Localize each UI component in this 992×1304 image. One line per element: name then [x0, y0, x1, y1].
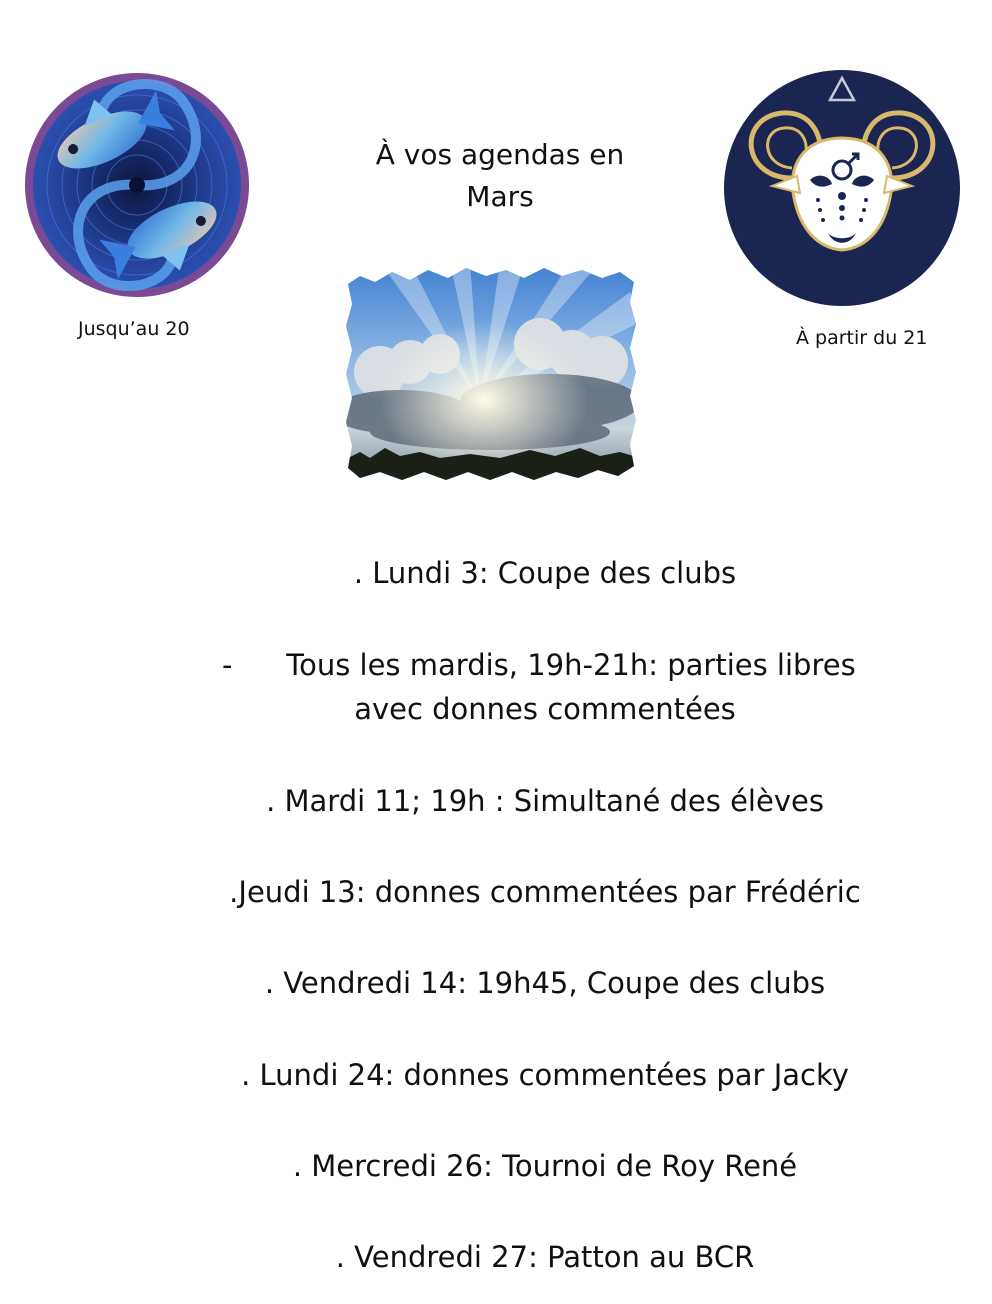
aries-caption: À partir du 21 — [796, 327, 928, 349]
sky-clouds-sunrays-image — [340, 262, 640, 484]
event-item: . Lundi 3: Coupe des clubs — [353, 556, 737, 590]
pisces-caption: Jusqu’au 20 — [78, 318, 190, 340]
event-item: .Jeudi 13: donnes commentées par Frédéric — [229, 875, 861, 909]
event-text-line-2: avec donnes commentées — [354, 692, 736, 726]
event-item: . Mercredi 26: Tournoi de Roy René — [292, 1149, 798, 1183]
event-item: . Lundi 24: donnes commentées par Jacky — [241, 1058, 849, 1092]
title-line-1: À vos agendas en — [375, 138, 625, 171]
page-title — [330, 134, 670, 218]
event-text-line-1: Tous les mardis, 19h-21h: parties libres — [286, 648, 856, 682]
event-item: . Vendredi 27: Patton au BCR — [335, 1240, 755, 1274]
event-item: . Vendredi 14: 19h45, Coupe des clubs — [264, 966, 826, 1000]
event-item — [150, 643, 940, 731]
pisces-zodiac-icon — [22, 70, 252, 300]
event-item: . Mardi 11; 19h : Simultané des élèves — [266, 784, 824, 818]
title-line-2: Mars — [466, 180, 534, 213]
aries-zodiac-icon — [722, 68, 962, 308]
event-bullet: - — [222, 648, 233, 682]
